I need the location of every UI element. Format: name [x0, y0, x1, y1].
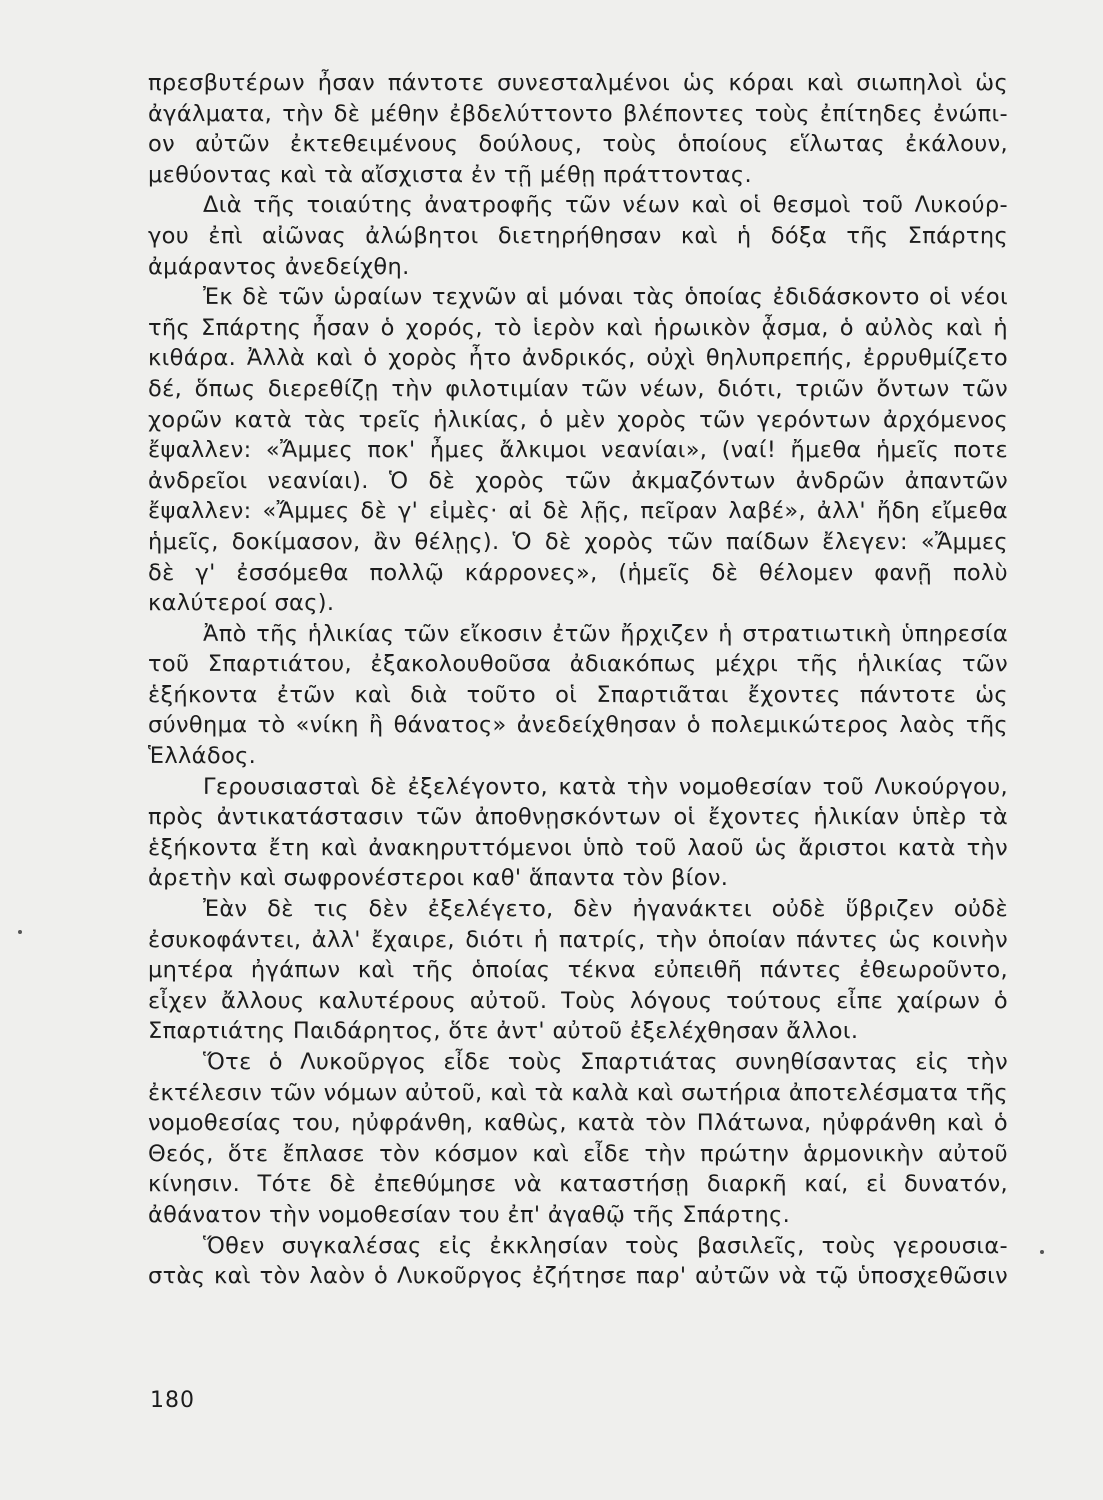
text-line: σύνθημα τὸ «νίκη ἢ θάνατος» ἀνεδείχθησαν ὁ πολεμικώτερος λαὸς τῆς [148, 712, 1008, 739]
text-line: ἐσυκοφάντει, ἀλλ' ἔχαιρε, διότι ἡ πατρίς, τὴν ὁποίαν πάντες ὡς κοινὴν [148, 926, 1008, 953]
text-line: μεθύοντας καὶ τὰ αἴσχιστα ἐν τῇ μέθῃ πράττοντας. [148, 161, 752, 188]
text-line: Γερουσιασταὶ δὲ ἐξελέγοντο, κατὰ τὴν νομοθεσίαν τοῦ Λυκούργου, [203, 773, 1008, 800]
text-line: ἀγάλματα, τὴν δὲ μέθην ἐβδελύττοντο βλέποντες τοὺς ἐπίτηδες ἐνώπι- [148, 100, 1008, 127]
text-line: καλύτεροί σας). [148, 590, 335, 617]
text-line: νομοθεσίας του, ηὐφράνθη, καθὼς, κατὰ τὸν Πλάτωνα, ηὐφράνθη καὶ ὁ [148, 1110, 1008, 1137]
text-line: στὰς καὶ τὸν λαὸν ὁ Λυκοῦργος ἐζήτησε παρ' αὐτῶν νὰ τῷ ὑποσχεθῶσιν [148, 1263, 1008, 1290]
text-line: τοῦ Σπαρτιάτου, ἐξακολουθοῦσα ἀδιακόπως μέχρι τῆς ἡλικίας τῶν [148, 651, 1008, 678]
text-line: Ἑλλάδος. [148, 743, 257, 770]
text-line: Ὅθεν συγκαλέσας εἰς ἐκκλησίαν τοὺς βασιλεῖς, τοὺς γερουσια- [203, 1232, 1008, 1259]
text-line: Διὰ τῆς τοιαύτης ἀνατροφῆς τῶν νέων καὶ οἱ θεσμοὶ τοῦ Λυκούρ- [203, 192, 1008, 219]
text-line: γου ἐπὶ αἰῶνας ἀλώβητοι διετηρήθησαν καὶ ἡ δόξα τῆς Σπάρτης [148, 222, 1008, 249]
text-line: ἔψαλλεν: «Ἄμμες ποκ' ἦμες ἄλκιμοι νεανίαι», (ναί! ἤμεθα ἡμεῖς ποτε [148, 437, 1008, 464]
text-line: ἐκτέλεσιν τῶν νόμων αὐτοῦ, καὶ τὰ καλὰ καὶ σωτήρια ἀποτελέσματα τῆς [148, 1079, 1008, 1106]
scan-speck [1040, 1250, 1044, 1254]
text-line: πρὸς ἀντικατάστασιν τῶν ἀποθνῃσκόντων οἱ ἔχοντες ἡλικίαν ὑπὲρ τὰ [148, 804, 1008, 831]
text-line: ἑξήκοντα ἔτη καὶ ἀνακηρυττόμενοι ὑπὸ τοῦ λαοῦ ὡς ἄριστοι κατὰ τὴν [148, 834, 1008, 861]
text-line: Σπαρτιάτης Παιδάρητος, ὅτε ἀντ' αὐτοῦ ἐξελέχθησαν ἄλλοι. [148, 1018, 859, 1045]
text-line: Ὅτε ὁ Λυκοῦργος εἶδε τοὺς Σπαρτιάτας συνηθίσαντας εἰς τὴν [203, 1049, 1008, 1075]
text-line: ἀθάνατον τὴν νομοθεσίαν του ἐπ' ἀγαθῷ τῆς Σπάρτης. [148, 1201, 791, 1228]
text-line: πρεσβυτέρων ἦσαν πάντοτε συνεσταλμένοι ὡς κόραι καὶ σιωπηλοὶ ὡς [148, 70, 1008, 96]
text-line: ἀμάραντος ἀνεδείχθη. [148, 253, 410, 280]
text-line: Ἐὰν δὲ τις δὲν ἐξελέγετο, δὲν ἠγανάκτει οὐδὲ ὕβριζεν οὐδὲ [203, 896, 1008, 923]
text-line: ἀρετὴν καὶ σωφρονέστεροι καθ' ἅπαντα τὸν βίον. [148, 865, 729, 892]
text-line: Ἀπὸ τῆς ἡλικίας τῶν εἴκοσιν ἐτῶν ἤρχιζεν ἡ στρατιωτικὴ ὑπηρεσία [203, 620, 1008, 647]
text-line: δέ, ὅπως διερεθίζῃ τὴν φιλοτιμίαν τῶν νέων, διότι, τριῶν ὄντων τῶν [148, 375, 1008, 402]
text-line: ἔψαλλεν: «Ἄμμες δὲ γ' εἰμὲς· αἰ δὲ λῇς, πεῖραν λαβέ», ἀλλ' ἤδη εἴμεθα [148, 498, 1008, 525]
text-line: μητέρα ἠγάπων καὶ τῆς ὁποίας τέκνα εὐπειθῆ πάντες ἐθεωροῦντο, [148, 957, 1008, 984]
text-line: κιθάρα. Ἀλλὰ καὶ ὁ χορὸς ἦτο ἀνδρικός, οὐχὶ θηλυπρεπής, ἐρρυθμίζετο [148, 345, 1008, 372]
text-line: εἶχεν ἄλλους καλυτέρους αὐτοῦ. Τοὺς λόγους τούτους εἶπε χαίρων ὁ [148, 987, 1008, 1014]
text-line: ον αὐτῶν ἐκτεθειμένους δούλους, τοὺς ὁποίους εἵλωτας ἐκάλουν, [148, 131, 1008, 158]
text-line: κίνησιν. Τότε δὲ ἐπεθύμησε νὰ καταστήσῃ διαρκῆ καί, εἰ δυνατόν, [148, 1171, 1008, 1198]
text-line: Ἐκ δὲ τῶν ὡραίων τεχνῶν αἱ μόναι τὰς ὁποίας ἐδιδάσκοντο οἱ νέοι [203, 284, 1008, 311]
page-number: 180 [150, 1388, 195, 1413]
text-line: χορῶν κατὰ τὰς τρεῖς ἡλικίας, ὁ μὲν χορὸς τῶν γερόντων ἀρχόμενος [148, 406, 1008, 433]
body-text [148, 68, 1008, 1292]
text-line: δὲ γ' ἐσσόμεθα πολλῷ κάρρονες», (ἡμεῖς δὲ θέλομεν φανῇ πολὺ [148, 559, 1008, 586]
text-line: τῆς Σπάρτης ἦσαν ὁ χορός, τὸ ἱερὸν καὶ ἡρωικὸν ᾆσμα, ὁ αὐλὸς καὶ ἡ [148, 314, 1008, 341]
scan-speck [18, 930, 22, 934]
text-line: Θεός, ὅτε ἔπλασε τὸν κόσμον καὶ εἶδε τὴν πρώτην ἁρμονικὴν αὐτοῦ [148, 1140, 1008, 1167]
text-line: ἡμεῖς, δοκίμασον, ἂν θέλῃς). Ὁ δὲ χορὸς τῶν παίδων ἔλεγεν: «Ἄμμες [148, 528, 1008, 555]
text-line: ἀνδρεῖοι νεανίαι). Ὁ δὲ χορὸς τῶν ἀκμαζόντων ἀνδρῶν ἀπαντῶν [148, 467, 1008, 494]
text-line: ἑξήκοντα ἐτῶν καὶ διὰ τοῦτο οἱ Σπαρτιᾶται ἔχοντες πάντοτε ὡς [148, 681, 1008, 708]
